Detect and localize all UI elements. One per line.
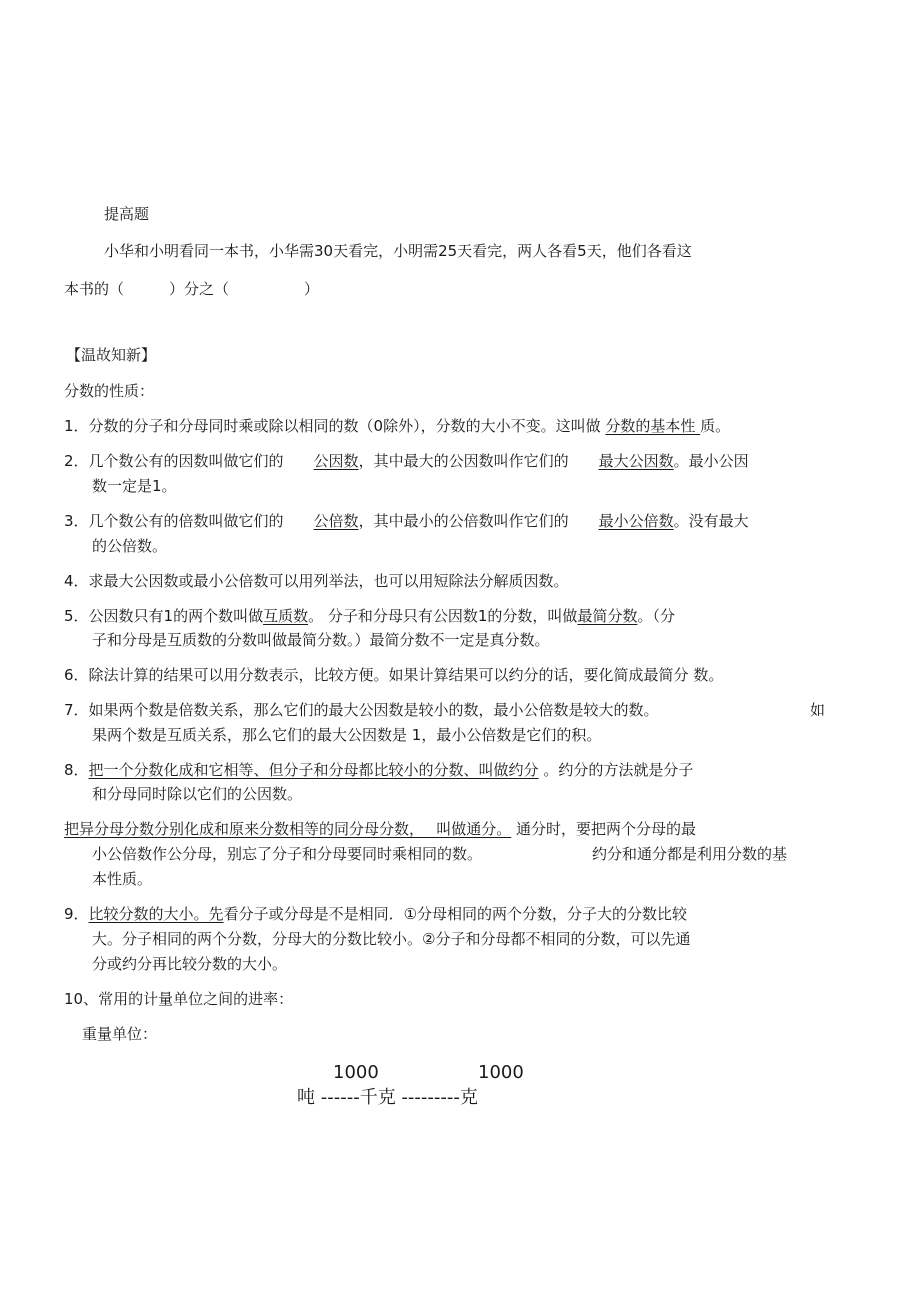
property-item-2-cont: 数一定是1。 <box>92 477 177 495</box>
property-item-7: 7．如果两个数是倍数关系，那么它们的最大公因数是较小的数，最小公倍数是较大的数。 <box>64 701 659 719</box>
weight-units-label: 重量单位： <box>82 1025 158 1043</box>
property-item-4: 4．求最大公因数或最小公倍数可以用列举法，也可以用短除法分解质因数。 <box>64 572 569 590</box>
tongfen-line-1: 把异分母分数分别化成和原来分数相等的同分母分数， 叫做通分。 通分时，要把两个分母的最 <box>64 820 697 838</box>
property-item-7-cont: 果两个数是互质关系，那么它们的最大公因数是 1，最小公倍数是它们的积。 <box>92 726 602 744</box>
property-item-5-cont: 子和分母是互质数的分数叫做最简分数。）最简分数不一定是真分数。 <box>92 631 550 649</box>
tongfen-line-2: 小公倍数作公分母，别忘了分子和分母要同时乘相同的数。 <box>92 845 483 863</box>
property-item-8: 8．把一个分数化成和它相等、但分子和分母都比较小的分数、叫做约分 。约分的方法就是分子 <box>64 761 694 779</box>
weight-rate-ton-kg: 1000 <box>333 1062 379 1083</box>
property-item-1: 1．分数的分子和分母同时乘或除以相同的数（0除外），分数的大小不变。这叫做 分数的基本性 质。 <box>64 417 731 435</box>
review-heading: 【温故知新】 <box>66 346 157 364</box>
problem-line-2: 本书的（ ）分之（ ） <box>64 280 320 298</box>
property-item-9-cont-1: 大。分子相同的两个分数，分母大的分数比较小。②分子和分母都不相同的分数，可以先通 <box>92 930 691 948</box>
weight-unit-chain: 吨 ------千克 ---------克 <box>297 1087 478 1108</box>
property-item-7-tail: 如 <box>810 701 826 719</box>
property-item-3: 3．几个数公有的倍数叫做它们的 公倍数，其中最小的公倍数叫作它们的 最小公倍数。没有最大 <box>64 512 749 530</box>
problem-heading: 提高题 <box>104 205 150 223</box>
property-item-5: 5．公因数只有1的两个数叫做互质数。 分子和分母只有公因数1的分数，叫做最简分数。（分 <box>64 607 675 625</box>
property-item-6: 6．除法计算的结果可以用分数表示，比较方便。如果计算结果可以约分的话，要化简成最简分 数。 <box>64 666 724 684</box>
tongfen-line-2-tail: 约分和通分都是利用分数的基 <box>592 845 788 863</box>
tongfen-line-3: 本性质。 <box>92 870 153 888</box>
review-subheading: 分数的性质： <box>64 382 155 400</box>
property-item-9-cont-2: 分或约分再比较分数的大小。 <box>92 955 288 973</box>
property-item-9: 9．比较分数的大小。先看分子或分母是不是相同．①分母相同的两个分数，分子大的分数比较 <box>64 905 688 923</box>
problem-line-1: 小华和小明看同一本书，小华需30天看完，小明需25天看完，两人各看5天，他们各看这 <box>104 242 692 260</box>
property-item-3-cont: 的公倍数。 <box>92 537 168 555</box>
property-item-2: 2．几个数公有的因数叫做它们的 公因数，其中最大的公因数叫作它们的 最大公因数。最小公因 <box>64 452 749 470</box>
property-item-8-cont: 和分母同时除以它们的公因数。 <box>92 785 303 803</box>
property-item-10: 10、常用的计量单位之间的进率： <box>64 990 294 1008</box>
weight-rate-kg-g: 1000 <box>478 1062 524 1083</box>
